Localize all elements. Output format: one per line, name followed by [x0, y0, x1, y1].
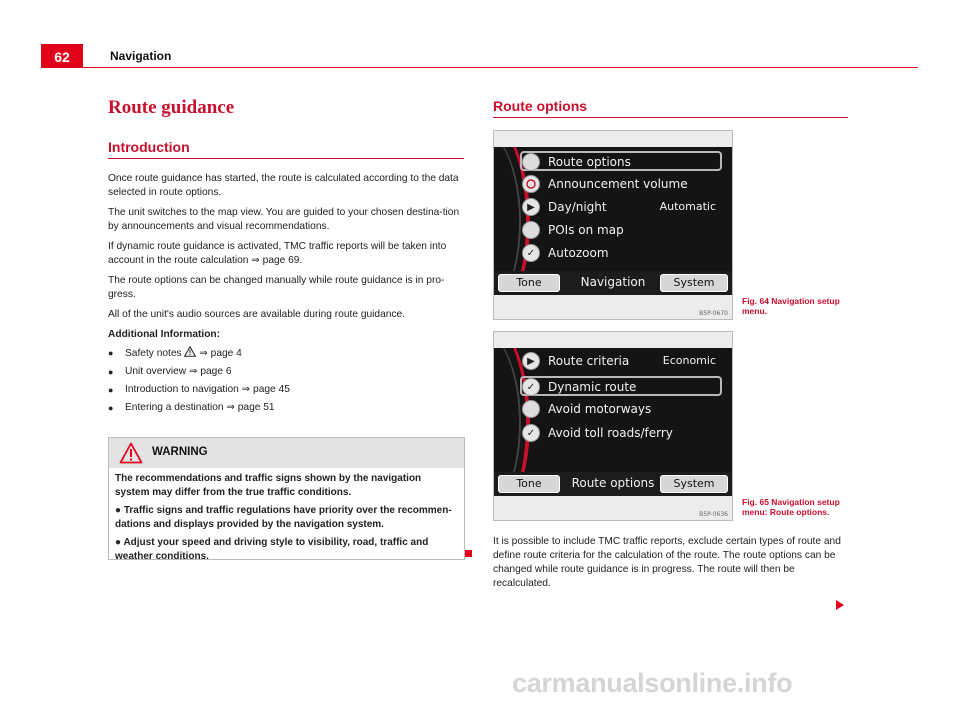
checkmark-icon: ✓ [522, 244, 540, 262]
tone-button[interactable]: Tone [498, 475, 560, 493]
menu-item-value: Automatic [659, 200, 716, 213]
play-arrow-icon: ▶ [522, 352, 540, 370]
figure-caption: Fig. 65 Navigation setup menu: Route options. [742, 497, 840, 517]
warning-line: ● Traffic signs and traffic regulations have priority over the recommen-dations and displays provided by the navigation system. [115, 505, 452, 530]
list-item[interactable]: ● Introduction to navigation ⇒ page 45 [108, 383, 464, 397]
subsection-rule [108, 158, 464, 159]
tab-bar-title: Route options [571, 476, 655, 490]
additional-info-label: Additional Information: [108, 329, 221, 340]
menu-item-autozoom[interactable]: ✓ Autozoom [522, 244, 722, 264]
paragraph: It is possible to include TMC traffic reports, exclude certain types of route and define route criteria for the calculation of the route. The route options can be changed while route guidance is in progress. The route will then be recalculated. [493, 536, 841, 589]
figure-route-options [493, 331, 733, 521]
menu-item-avoid-toll-roads[interactable]: ✓ Avoid toll roads/ferry [522, 424, 722, 444]
page-number: 62 [41, 44, 83, 68]
subsection-title: Introduction [108, 139, 190, 155]
section-end-marker [465, 550, 472, 557]
warning-title: WARNING [152, 446, 208, 458]
warning-box [108, 437, 465, 560]
menu-item-route-options[interactable]: Route options [520, 151, 722, 171]
figure-navigation-setup [493, 130, 733, 320]
warning-text [109, 468, 464, 572]
menu-item-route-criteria[interactable]: ▶ Route criteria Economic [522, 352, 722, 372]
play-arrow-icon: ▶ [522, 198, 540, 216]
menu-item-dynamic-route[interactable]: ✓ Dynamic route [520, 376, 722, 396]
menu-item-avoid-motorways[interactable]: Avoid motorways [522, 400, 722, 420]
blank-circle-icon [522, 153, 540, 171]
list-item[interactable]: ● Safety notes ⇒ page 4 [108, 346, 464, 361]
figure-code: B5P-0670 [699, 310, 728, 317]
tab-bar [494, 271, 732, 295]
paragraph: If dynamic route guidance is activated, TMC traffic reports will be taken into account in the route calculation ⇒ page 69. [108, 241, 447, 266]
warning-triangle-icon [119, 442, 143, 464]
blank-circle-icon [522, 400, 540, 418]
menu-item-announcement-volume[interactable]: Announcement volume [522, 175, 722, 195]
figure-caption: Fig. 64 Navigation setup menu. [742, 296, 840, 316]
reference-list [108, 346, 464, 415]
continue-arrow-icon [836, 600, 844, 610]
menu-item-day-night[interactable]: ▶ Day/night Automatic [522, 198, 722, 218]
paragraph: The unit switches to the map view. You are guided to your chosen destina-tion by announcements and visual recommendations. [108, 207, 460, 232]
screen [494, 147, 732, 295]
paragraph: Once route guidance has started, the route is calculated according to the data selected in route options. [108, 173, 459, 198]
screen [494, 348, 732, 496]
header-rule [83, 67, 918, 68]
checkmark-icon: ✓ [522, 424, 540, 442]
tab-bar [494, 472, 732, 496]
warning-line: The recommendations and traffic signs shown by the navigation system may differ from the true traffic conditions. [115, 473, 422, 498]
tone-button[interactable]: Tone [498, 274, 560, 292]
menu-item-value: Economic [662, 354, 716, 367]
warning-line: ● Adjust your speed and driving style to visibility, road, traffic and weather conditions. [115, 537, 429, 562]
chapter-title: Navigation [110, 49, 172, 63]
paragraph: All of the unit's audio sources are available during route guidance. [108, 309, 406, 320]
menu-item-pois-on-map[interactable]: POIs on map [522, 221, 722, 241]
system-button[interactable]: System [660, 274, 728, 292]
blank-circle-icon [522, 221, 540, 239]
speaker-icon [522, 175, 540, 193]
intro-text [108, 172, 464, 419]
system-button[interactable]: System [660, 475, 728, 493]
paragraph: The route options can be changed manually while route guidance is in pro-gress. [108, 275, 445, 300]
section-title: Route guidance [108, 97, 235, 118]
watermark: carmanualsonline.info [512, 668, 793, 698]
checkmark-icon: ✓ [522, 378, 540, 396]
list-item[interactable]: ● Entering a destination ⇒ page 51 [108, 401, 464, 415]
route-options-text [493, 535, 848, 591]
warning-triangle-icon [184, 346, 196, 357]
list-item[interactable]: ● Unit overview ⇒ page 6 [108, 365, 464, 379]
route-options-rule [493, 117, 848, 118]
warning-header [109, 438, 464, 468]
figure-code: B5P-0636 [699, 511, 728, 518]
route-options-title: Route options [493, 98, 588, 114]
tab-bar-title: Navigation [580, 275, 646, 289]
